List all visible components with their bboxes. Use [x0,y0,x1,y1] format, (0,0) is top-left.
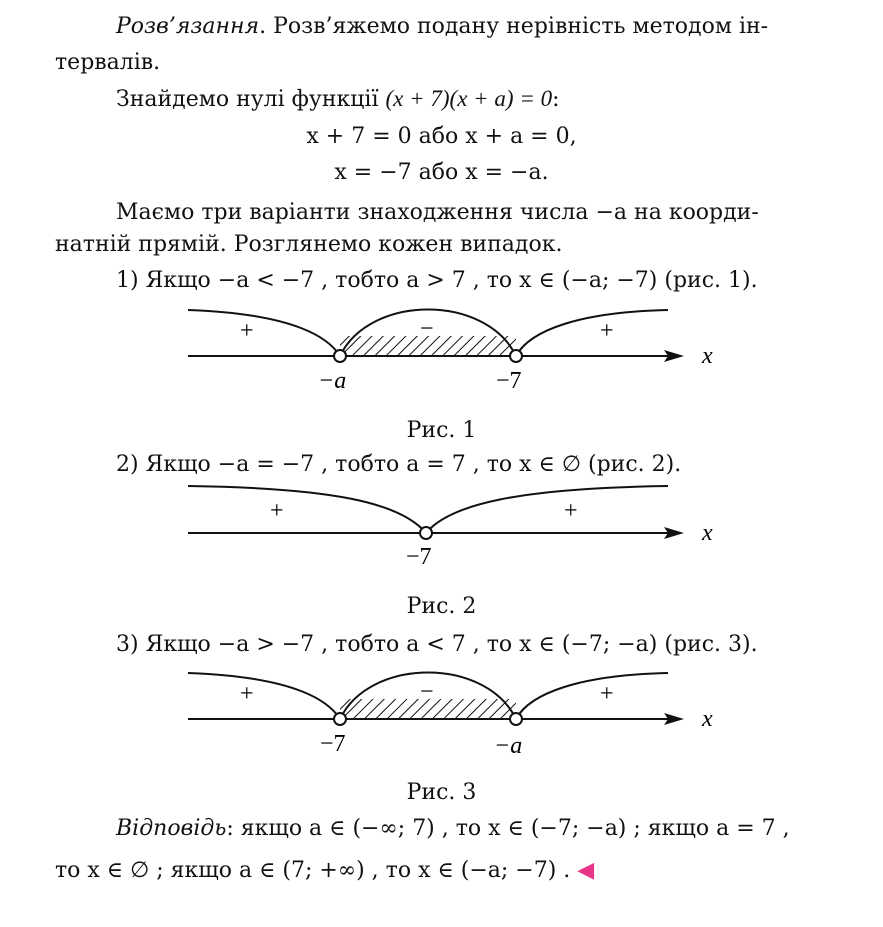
zeros-equation-1: x + 7 = 0 або x + a = 0, [306,124,577,149]
sign-plus-left: + [240,318,254,344]
variants-line-2: натній прямій. Розглянемо кожен випадок. [55,232,563,257]
sign-curve-right [516,673,668,719]
variants-line-1: Маємо три варіанти знаходження числа −a на коорди- [116,200,759,225]
sign-curve-right [516,310,668,356]
zeros-sentence [116,86,560,113]
sign-curve-left [188,310,340,356]
figure-1 [0,300,883,400]
axis-label: x [702,343,713,369]
sign-curve-left [188,486,426,533]
sign-curve-right [426,486,668,533]
zeros-text: Знайдемо нулі функції [116,87,379,112]
figure-3 [0,664,883,764]
point-label-left: −7 [320,731,346,757]
sign-curve-left [188,673,340,719]
solution-heading: Розв’язання [116,14,260,39]
end-of-solution-icon: ◀ [577,858,595,883]
case-3-text: 3) Якщо −a > −7 , тобто a < 7 , то x ∈ (−7; −a) (рис. 3). [116,632,758,657]
solution-intro-continuation: тервалів. [55,50,161,75]
open-point-right [510,713,522,725]
figure-2-caption: Рис. 2 [406,594,477,619]
open-point-left [334,713,346,725]
answer-line-1 [116,816,790,842]
answer-heading: Відповідь [116,816,227,841]
answer-text-2: то x ∈ ∅ ; якщо a ∈ (7; +∞) , то x ∈ (−a; −7) . [55,858,571,883]
sign-plus-right: + [600,318,614,344]
point-label: −7 [406,544,432,570]
sign-plus-left: + [240,681,254,707]
point-label-right: −7 [496,368,522,394]
solution-intro [116,14,768,40]
sign-plus-right: + [564,498,578,524]
point-label-left: −a [318,368,347,394]
answer-text-1: : якщо a ∈ (−∞; 7) , то x ∈ (−7; −a) ; якщо a = 7 , [226,816,790,841]
point-label-right: −a [494,733,523,759]
sign-minus-middle: − [420,679,434,705]
axis-label: x [702,706,713,732]
answer-line-2 [55,858,594,884]
figure-1-caption: Рис. 1 [406,418,477,443]
case-1-text: 1) Якщо −a < −7 , тобто a > 7 , то x ∈ (−a; −7) (рис. 1). [116,268,758,293]
case-2-text: 2) Якщо −a = −7 , тобто a = 7 , то x ∈ ∅ (рис. 2). [116,452,682,477]
figure-2 [0,478,883,578]
zeros-expression: (x + 7)(x + a) = 0 [385,86,553,111]
sign-plus-left: + [270,498,284,524]
sign-minus-middle: − [420,316,434,342]
solution-intro-text: . Розв’яжемо подану нерівність методом ін- [259,14,769,39]
zeros-equation-2: x = −7 або x = −a. [334,160,549,185]
open-point-right [510,350,522,362]
sign-plus-right: + [600,681,614,707]
open-point-left [334,350,346,362]
axis-label: x [702,520,713,546]
figure-3-caption: Рис. 3 [406,780,477,805]
zeros-colon: : [552,87,560,112]
open-point [420,527,432,539]
